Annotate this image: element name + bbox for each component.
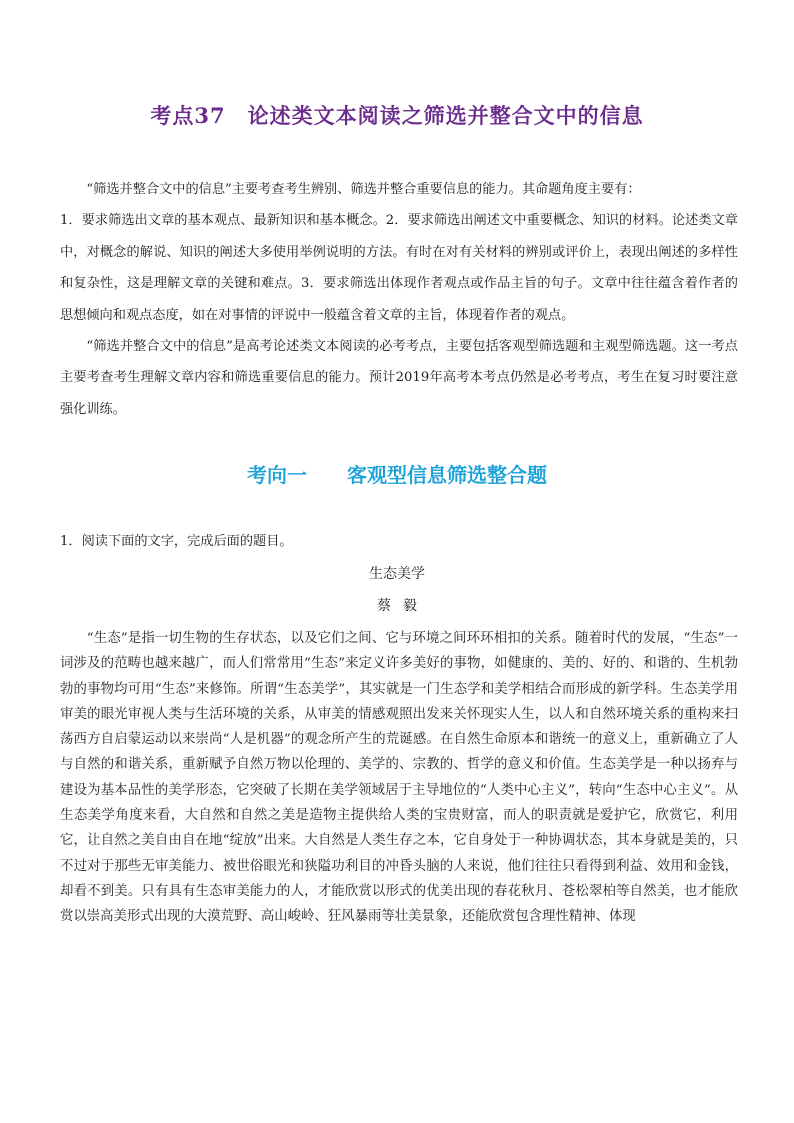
page-title: 考点37 论述类文本阅读之筛选并整合文中的信息 [150, 103, 644, 128]
article-body [60, 626, 738, 930]
intro-paragraph-1-lead: “筛选并整合文中的信息”主要考查考生辨别、筛选并整合重要信息的能力。其命题角度主要有： [86, 182, 641, 197]
question-prompt: 1．阅读下面的文字，完成后面的题目。 [60, 534, 293, 549]
intro-section [60, 174, 738, 425]
intro-paragraph-1-body: 1．要求筛选出文章的基本观点、最新知识和基本概念。2．要求筛选出阐述文中重要概念、知识的材料。论述类文章中，对概念的解说、知识的阐述大多使用举例说明的方法。有时在对有关材料的辨别或评价上，表现出阐述的多样性和复杂性，这是理解文章的关键和难点。3．要求筛选出体现作者观点或作品主旨的句子。文章中往往蕴含着作者的思想倾向和观点态度，如在对事情的评说中一般蕴含着文章的主旨，体现着作者的观点。 [60, 213, 738, 323]
article-author: 蔡毅 [377, 598, 429, 614]
article-title: 生态美学 [369, 566, 425, 582]
article-paragraph: “生态”是指一切生物的生存状态，以及它们之间、它与环境之间环环相扣的关系。随着时代的发展，“生态”一词涉及的范畴也越来越广，而人们常常用“生态”来定义许多美好的事物，如健康的、美的、好的、和谐的、生机勃勃的事物均可用“生态”来修饰。所谓“生态美学”，其实就是一门生态学和美学相结合而形成的新学科。生态美学用审美的眼光审视人类与生活环境的关系，从审美的情感观照出发来关怀现实人生，以人和自然环境关系的重构来扫荡西方自启蒙运动以来崇尚“人是机器”的观念所产生的荒诞感。在自然生命原本和谐统一的意义上，重新确立了人与自然的和谐关系，重新赋予自然万物以伦理的、美学的、宗教的、哲学的意义和价值。生态美学是一种以扬弃与建设为基本品性的美学形态，它突破了长期在美学领域居于主导地位的“人类中心主义”，转向“生态中心主义”。从生态美学角度来看，大自然和自然之美是造物主提供给人类的宝贵财富，而人的职责就是爱护它，欣赏它，利用它，让自然之美自由自在地“绽放”出来。大自然是人类生存之本，它自身处于一种协调状态，其本身就是美的，只不过对于那些无审美能力、被世俗眼光和狭隘功利目的冲昏头脑的人来说，他们往往只看得到利益、效用和金钱，却看不到美。只有具有生态审美能力的人，才能欣赏以形式的优美出现的春花秋月、苍松翠柏等自然美，也才能欣赏以崇高美形式出现的大漠荒野、高山峻岭、狂风暴雨等壮美景象，还能欣赏包含理性精神、体现 [60, 631, 738, 925]
intro-paragraph-2: “筛选并整合文中的信息”是高考论述类文本阅读的必考考点，主要包括客观型筛选题和主观型筛选题。这一考点主要考查考生理解文章内容和筛选重要信息的能力。预计2019年高考本考点仍然是必考考点，考生在复习时要注意强化训练。 [60, 339, 738, 417]
section-heading: 考向一 客观型信息筛选整合题 [247, 463, 547, 487]
